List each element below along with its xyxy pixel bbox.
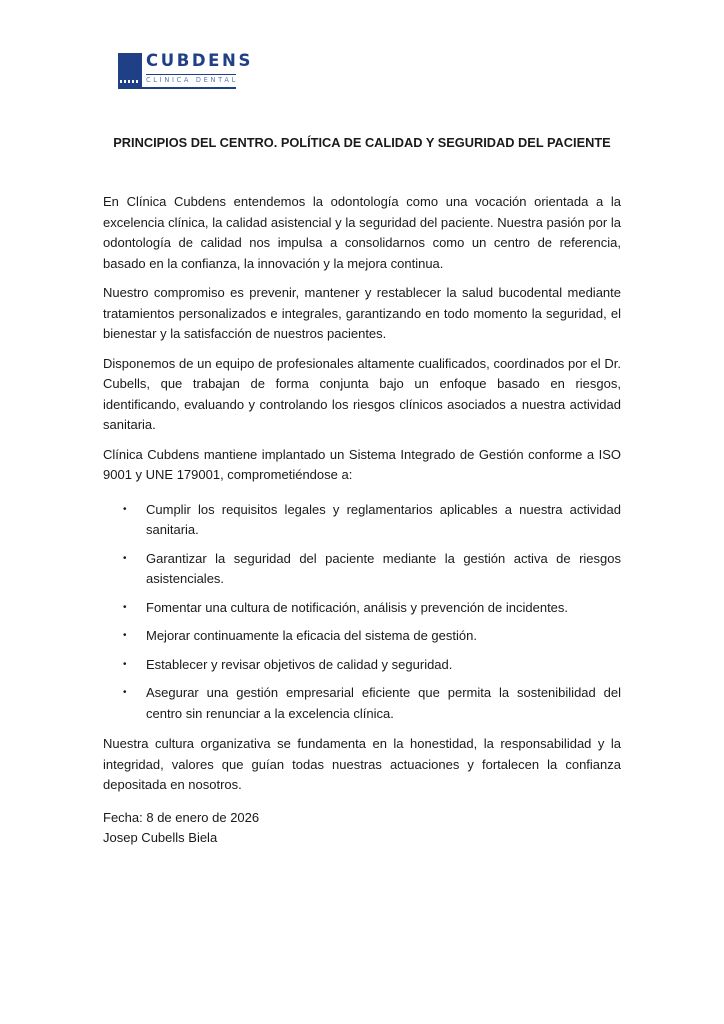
list-item-text: Fomentar una cultura de notificación, análisis y prevención de incidentes. xyxy=(146,599,569,615)
bullet-icon: • xyxy=(123,552,127,564)
list-item-text: Garantizar la seguridad del paciente mediante la gestión activa de riesgos asistenciales. xyxy=(146,550,621,586)
paragraph-intro: En Clínica Cubdens entendemos la odontología como una vocación orientada a la excelencia clínica, la calidad asistencial y la seguridad del paciente. Nuestra pasión por la odontología de calidad nos impulsa a consolidarnos como un centro de referencia, basado en la confianza, la innovación y la mejora continua. xyxy=(103,194,621,271)
document-title: PRINCIPIOS DEL CENTRO. POLÍTICA DE CALIDAD Y SEGURIDAD DEL PACIENTE xyxy=(113,135,611,150)
document-body xyxy=(103,192,621,805)
list-item xyxy=(103,655,621,676)
paragraph-management-system: Clínica Cubdens mantiene implantado un Sistema Integrado de Gestión conforme a ISO 9001 y UNE 179001, comprometiéndose a: xyxy=(103,446,621,482)
logo-divider xyxy=(146,74,236,75)
bullet-icon: • xyxy=(123,503,127,515)
commitments-list xyxy=(103,500,621,725)
logo-mark xyxy=(118,53,142,87)
paragraph-closing: Nuestra cultura organizativa se fundamenta en la honestidad, la responsabilidad y la integridad, valores que guían todas nuestras actuaciones y fortalecen la confianza depositada en nosotros. xyxy=(103,736,621,792)
bullet-icon: • xyxy=(123,658,127,670)
list-item-text: Cumplir los requisitos legales y reglamentarios aplicables a nuestra actividad sanitaria. xyxy=(146,501,621,537)
list-item xyxy=(103,549,621,590)
logo-underline xyxy=(118,87,236,89)
logo-subtitle: CLÍNICA DENTAL xyxy=(146,76,238,84)
list-item xyxy=(103,500,621,541)
signatory-name: Josep Cubells Biela xyxy=(103,829,218,845)
clinic-logo xyxy=(118,51,253,91)
logo-dots xyxy=(120,80,140,83)
list-item-text: Asegurar una gestión empresarial eficiente que permita la sostenibilidad del centro sin renunciar a la excelencia clínica. xyxy=(146,685,621,721)
paragraph-commitment: Nuestro compromiso es prevenir, mantener y restablecer la salud bucodental mediante tratamientos personalizados e integrales, garantizando en todo momento la seguridad, el bienestar y la satisfacción de nuestros pacientes. xyxy=(103,285,621,341)
bullet-icon: • xyxy=(123,630,127,641)
list-item xyxy=(103,598,621,619)
list-item xyxy=(103,626,621,647)
bullet-icon: • xyxy=(123,687,127,698)
list-item-text: Mejorar continuamente la eficacia del sistema de gestión. xyxy=(146,628,477,643)
logo-name: CUBDENS xyxy=(146,51,253,70)
paragraph-team: Disponemos de un equipo de profesionales altamente cualificados, coordinados por el Dr. Cubells, que trabajan de forma conjunta bajo un enfoque basado en riesgos, identificando, evaluando y controlando los riesgos clínicos asociados a nuestra actividad sanitaria. xyxy=(103,355,621,432)
document-date: Fecha: 8 de enero de 2026 xyxy=(103,810,260,825)
signature-block xyxy=(103,808,259,847)
list-item xyxy=(103,683,621,724)
list-item-text: Establecer y revisar objetivos de calidad y seguridad. xyxy=(146,656,453,672)
bullet-icon: • xyxy=(123,601,127,613)
